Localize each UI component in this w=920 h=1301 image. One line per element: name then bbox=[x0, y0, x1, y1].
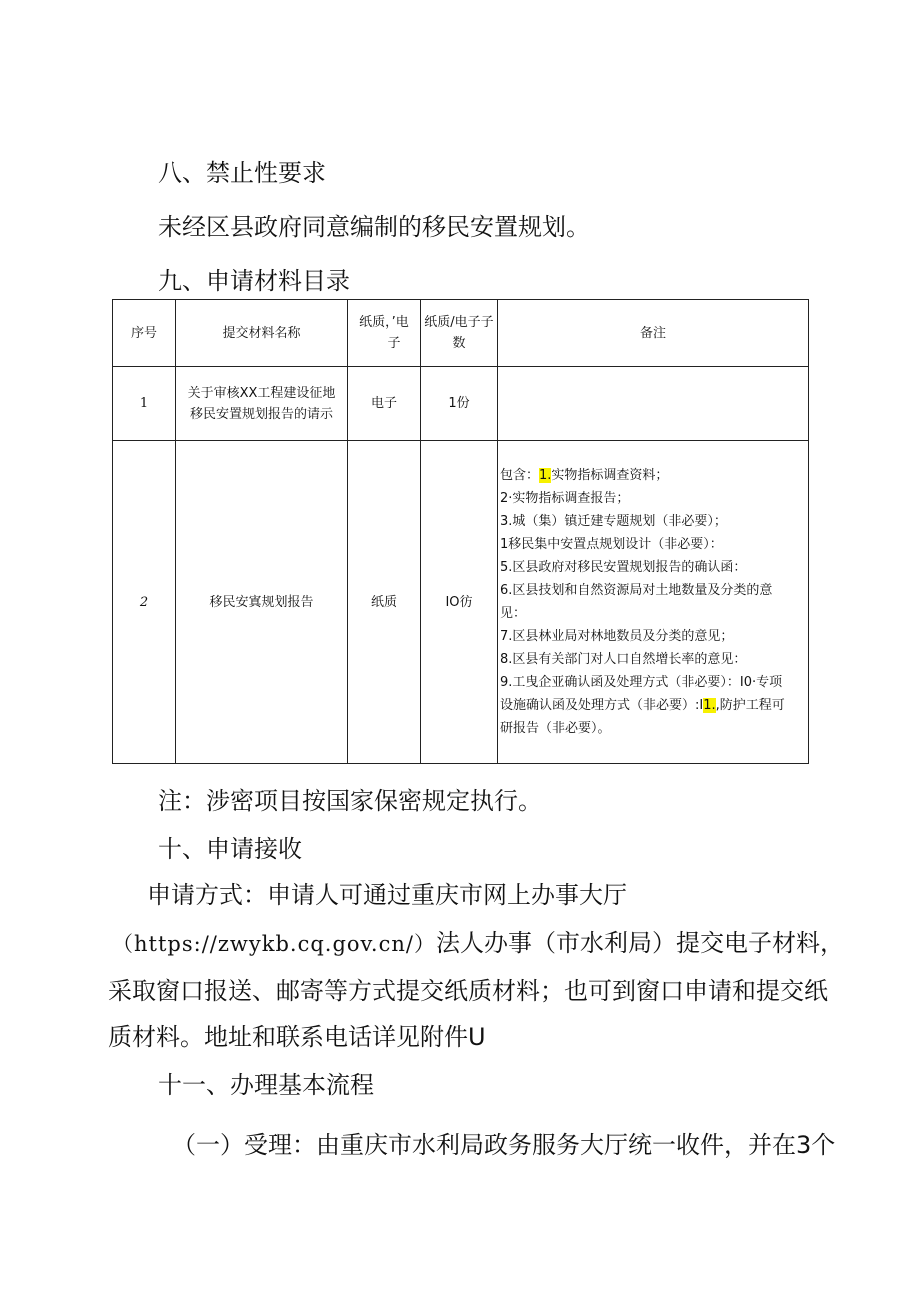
note-line: 5.区县政府对移民安置规划报告的确认函： bbox=[500, 560, 747, 575]
note-line: 9.工曳企亚确认函及处理方式（非必要）：I0·专项 bbox=[500, 675, 783, 690]
header-name: 提交材料名称 bbox=[176, 300, 348, 367]
note-line: 见： bbox=[500, 606, 527, 621]
apply-method-line-2 bbox=[112, 928, 844, 959]
row2-type: 纸质 bbox=[348, 441, 421, 764]
section-10-title: 十、申请接收 bbox=[158, 835, 302, 863]
section-8-title: 八、禁止性要求 bbox=[158, 159, 326, 187]
note-line-11-text: ,防护工程可 bbox=[715, 698, 785, 713]
confidential-note: 注：涉密项目按国家保密规定执行。 bbox=[158, 787, 542, 815]
apply-method-line-3: 采取窗口报送、邮寄等方式提交纸质材料；也可到窗口申请和提交纸 bbox=[108, 977, 828, 1005]
process-step-1: （一）受理：由重庆市水利局政务服务大厅统一收件，并在3个 bbox=[172, 1131, 836, 1159]
website-url: （https://zwykb.cq.gov.cn/） bbox=[112, 932, 436, 956]
row1-notes bbox=[498, 367, 809, 441]
section-8-body: 未经区县政府同意编制的移民安置规划。 bbox=[158, 213, 590, 241]
section-9-title: 九、申请材料目录 bbox=[158, 267, 350, 295]
apply-method-line-2-text: 法人办事（市水利局）提交电子材料， bbox=[435, 929, 844, 957]
apply-method-line-1: 申请方式：申请人可通过重庆市网上办事大厅 bbox=[147, 881, 627, 909]
row1-name-line1: 关于审核XX工程建设征地 bbox=[187, 385, 336, 401]
note-line: 3.城（集）镇迁建专题规划（非必要）； bbox=[500, 514, 727, 529]
row1-seq: 1 bbox=[113, 367, 176, 441]
materials-table bbox=[112, 299, 809, 764]
note-line: 6.区县技划和自然资源局对土地数量及分类的意 bbox=[500, 583, 773, 598]
header-count-line2: 数 bbox=[452, 336, 466, 351]
highlighted-number: 1. bbox=[539, 468, 552, 483]
note-line-1-prefix: 包含： bbox=[500, 468, 540, 483]
note-line: 7.区县林业局对林地数员及分类的意见； bbox=[500, 629, 734, 644]
row2-name: 移民安寘规划报告 bbox=[176, 441, 348, 764]
row1-name bbox=[176, 367, 348, 441]
note-line: 1移民集中安置点规划设计（非必要）： bbox=[500, 537, 723, 552]
header-type-line1: 纸质，’电 bbox=[359, 315, 409, 330]
row1-count: 1份 bbox=[421, 367, 498, 441]
table-row bbox=[113, 367, 809, 441]
header-type-line2: 子 bbox=[387, 336, 401, 351]
note-line-11-prefix: 设施确认函及处理方式（非必要）:I bbox=[500, 698, 704, 713]
section-11-title: 十一、办理基本流程 bbox=[158, 1071, 374, 1099]
note-line bbox=[500, 694, 806, 717]
header-notes: 备注 bbox=[498, 300, 809, 367]
header-count bbox=[421, 300, 498, 367]
header-seq: 序号 bbox=[113, 300, 176, 367]
highlighted-number: 1. bbox=[703, 698, 716, 713]
table-row bbox=[113, 441, 809, 764]
note-line bbox=[500, 464, 806, 487]
row1-name-line2: 移民安置规划报告的请示 bbox=[189, 406, 333, 422]
note-line: 研报告（非必要）。 bbox=[500, 721, 611, 736]
header-count-line1: 纸质/电子子 bbox=[424, 315, 494, 330]
header-type bbox=[348, 300, 421, 367]
row2-seq: 2 bbox=[113, 441, 176, 764]
row2-count: IO彷 bbox=[421, 441, 498, 764]
row2-notes bbox=[498, 441, 809, 764]
note-line: 8.区县有关部门对人口自然增长率的意见： bbox=[500, 652, 747, 667]
row1-type: 电子 bbox=[348, 367, 421, 441]
note-line-1-text: 实物指标调查资料； bbox=[551, 468, 669, 483]
table-header-row bbox=[113, 300, 809, 367]
note-line: 2·实物指标调查报告； bbox=[500, 491, 630, 506]
apply-method-line-4: 质材料。地址和联系电话详见附件U bbox=[108, 1023, 486, 1051]
